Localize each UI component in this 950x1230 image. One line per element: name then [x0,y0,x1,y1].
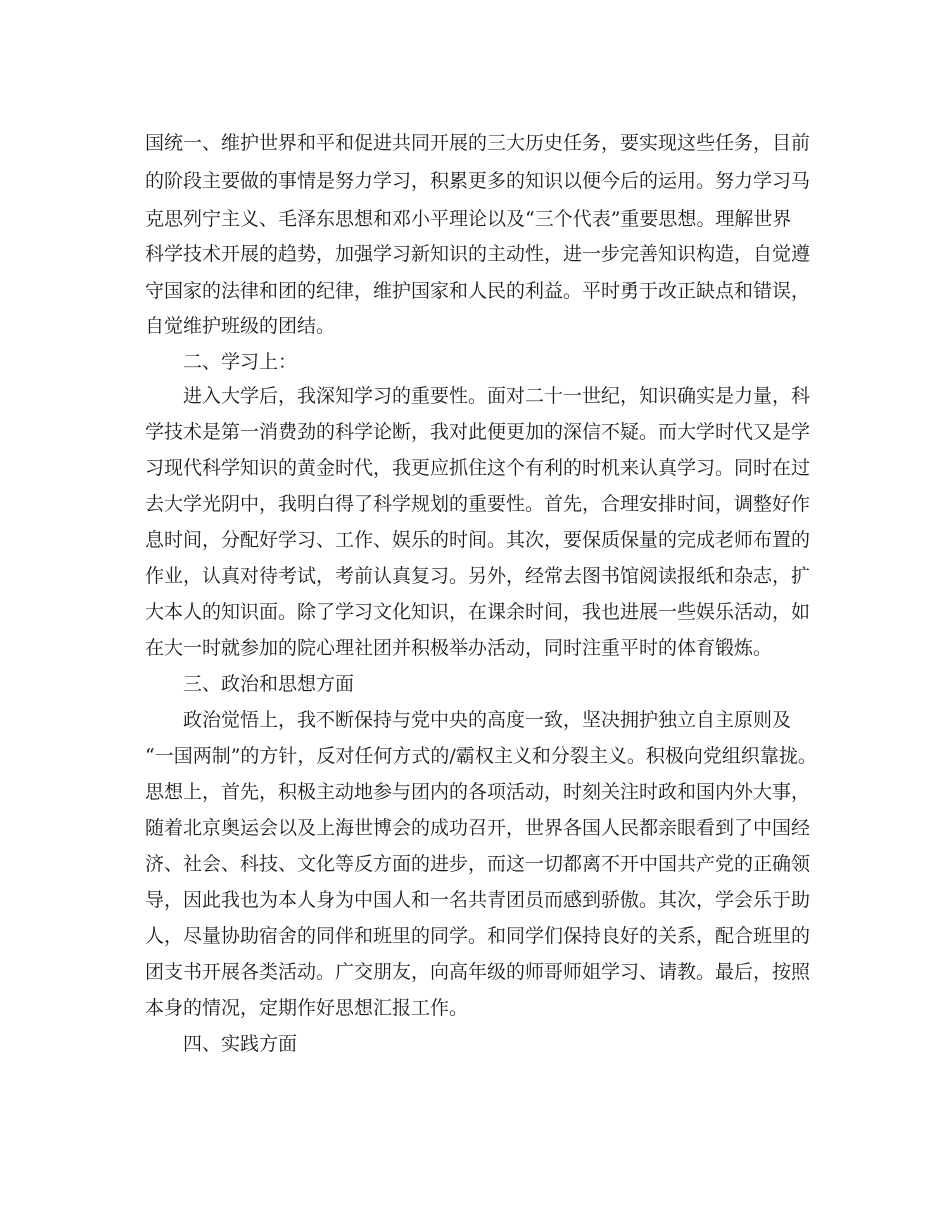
body-text-line: 大本人的知识面。除了学习文化知识，在课余时间，我也进展一些娱乐活动，如 [145,601,811,623]
body-text-line: 息时间，分配好学习、工作、娱乐的时间。其次，要保质保量的完成老师布置的 [145,529,811,551]
body-text-line: 作业，认真对待考试，考前认真复习。另外，经常去图书馆阅读报纸和杂志，扩 [145,565,811,587]
body-text-line: 本身的情况，定期作好思想汇报工作。 [145,997,469,1019]
body-text-line: 自觉维护班级的团结。 [145,315,336,337]
body-text-line: 政治觉悟上，我不断保持与党中央的高度一致，坚决拥护独立自主原则及 [183,709,792,731]
body-text-line: 的阶段主要做的事情是努力学习，积累更多的知识以便今后的运用。努力学习马 [145,170,811,192]
body-text-line: 克思列宁主义、毛泽东思想和邓小平理论以及“三个代表”重要思想。理解世界 [145,208,792,230]
section-heading-politics: 三、政治和思想方面 [183,673,355,695]
body-text-line: 去大学光阴中，我明白得了科学规划的重要性。首先，合理安排时间，调整好作 [145,493,811,515]
section-heading-study: 二、学习上： [183,351,298,373]
body-text-line: 习现代科学知识的黄金时代，我更应抓住这个有利的时机来认真学习。同时在过 [145,457,811,479]
body-text-line: 人，尽量协助宿舍的同伴和班里的同学。和同学们保持良好的关系，配合班里的 [145,925,811,947]
body-text-line: 国统一、维护世界和平和促进共同开展的三大历史任务，要实现这些任务，目前 [145,132,811,154]
section-heading-practice: 四、实践方面 [183,1033,298,1055]
body-text-line: 进入大学后，我深知学习的重要性。面对二十一世纪，知识确实是力量，科 [183,385,811,407]
body-text-line: “一国两制”的方针，反对任何方式的/霸权主义和分裂主义。积极向党组织靠拢。 [145,745,817,767]
body-text-line: 科学技术开展的趋势，加强学习新知识的主动性，进一步完善知识构造，自觉遵 [145,243,811,265]
body-text-line: 随着北京奥运会以及上海世博会的成功召开，世界各国人民都亲眼看到了中国经 [145,817,811,839]
body-text-line: 团支书开展各类活动。广交朋友，向高年级的师哥师姐学习、请教。最后，按照 [145,961,811,983]
body-text-line: 学技术是第一消费劲的科学论断，我对此便更加的深信不疑。而大学时代又是学 [145,421,811,443]
body-text-line: 导，因此我也为本人身为中国人和一名共青团员而感到骄傲。其次，学会乐于助 [145,889,811,911]
body-text-line: 思想上，首先，积极主动地参与团内的各项活动，时刻关注时政和国内外大事， [145,781,811,803]
body-text-line: 在大一时就参加的院心理社团并积极举办活动，同时注重平时的体育锻炼。 [145,637,773,659]
body-text-line: 守国家的法律和团的纪律，维护国家和人民的利益。平时勇于改正缺点和错误， [145,280,811,302]
body-text-line: 济、社会、科技、文化等反方面的进步，而这一切都离不开中国共产党的正确领 [145,853,811,875]
